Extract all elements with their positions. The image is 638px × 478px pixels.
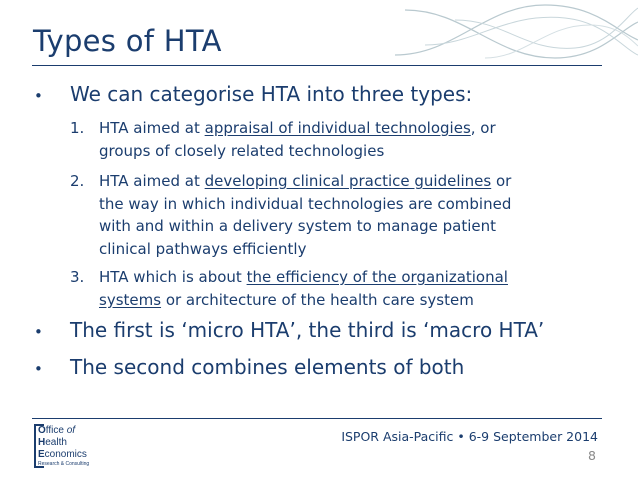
list-number: 3. — [70, 268, 85, 286]
item-text: HTA aimed at — [99, 172, 205, 190]
underlined-phrase: developing clinical practice guidelines — [204, 172, 492, 190]
underlined-phrase: systems — [99, 290, 162, 309]
bullet-marker: • — [34, 360, 43, 378]
item-text: groups of closely related technologies — [99, 141, 385, 160]
list-number: 1. — [70, 119, 85, 137]
item-text: HTA aimed at — [99, 119, 205, 137]
bullet-marker: • — [34, 87, 43, 105]
item-text: clinical pathways efficiently — [99, 239, 307, 258]
slide-title: Types of HTA — [33, 24, 222, 58]
logo-tagline: Research & Consulting — [38, 461, 90, 467]
bullet-text: The second combines elements of both — [70, 355, 465, 379]
item-text: , or — [470, 119, 496, 137]
title-divider — [32, 65, 602, 66]
ohe-logo — [34, 424, 96, 472]
underlined-phrase: appraisal of individual technologies — [204, 119, 471, 137]
decorative-curves — [395, 0, 638, 62]
item-text: with and within a delivery system to manage patient — [99, 217, 497, 235]
footer-divider — [32, 418, 602, 419]
item-text: HTA which is about — [99, 268, 247, 286]
logo-line-1: Office of — [38, 425, 76, 436]
logo-line-2: Health — [38, 437, 67, 448]
logo-line-3: Economics — [38, 449, 87, 460]
item-text: or architecture of the health care system — [161, 290, 474, 309]
underlined-phrase: the efficiency of the organizational — [246, 268, 508, 286]
list-number: 2. — [70, 172, 85, 190]
page-number: 8 — [588, 448, 596, 463]
item-text: or — [491, 172, 512, 190]
footer-conference: ISPOR Asia-Pacific • 6-9 September 2014 — [341, 429, 598, 444]
bullet-text: We can categorise HTA into three types: — [70, 82, 473, 106]
bullet-text: The first is ‘micro HTA’, the third is ‘macro HTA’ — [70, 318, 545, 342]
item-text: the way in which individual technologies are combined — [99, 194, 512, 213]
bullet-marker: • — [34, 323, 43, 341]
